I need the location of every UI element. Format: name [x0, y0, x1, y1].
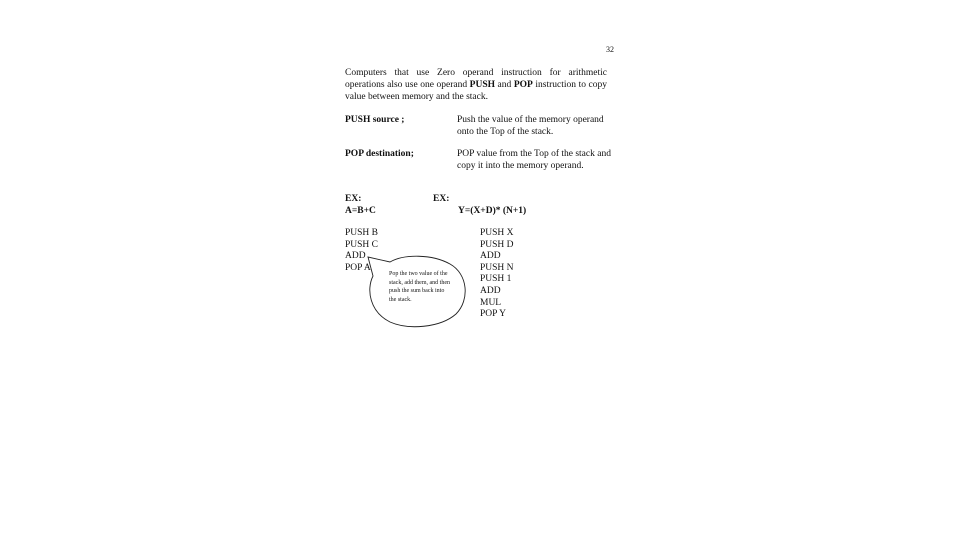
- code-line: PUSH N: [480, 262, 514, 273]
- code-line: PUSH X: [480, 228, 514, 238]
- code-line: ADD: [480, 251, 501, 262]
- code-line: PUSH D: [480, 239, 514, 250]
- code-line: ADD: [345, 251, 366, 262]
- page-number: 32: [606, 45, 614, 54]
- intro-push-keyword: PUSH: [469, 80, 495, 90]
- code-line: POP Y: [480, 309, 506, 320]
- intro-text-2: instruction to copy value between memory and the stack.: [345, 80, 608, 102]
- code-line: PUSH C: [345, 239, 378, 250]
- example-right-code: [480, 228, 514, 321]
- code-line: PUSH B: [345, 228, 378, 238]
- callout-text: Pop the two value of the stack, add them, and then push the sum back into the stack.: [389, 271, 450, 303]
- pop-definition-term: POP destination;: [345, 149, 414, 159]
- example-right-label: EX:: [433, 194, 450, 204]
- code-line: ADD: [480, 285, 501, 296]
- pop-definition-description: POP value from the Top of the stack and copy it into the memory operand.: [457, 149, 611, 171]
- intro-pop-keyword: POP: [513, 80, 533, 90]
- intro-paragraph: [345, 67, 607, 103]
- push-definition-description: Push the value of the memory operand onto the Top of the stack.: [457, 115, 604, 137]
- intro-text-1: Computers that use Zero operand instruction for arithmetic operations also use one operand: [345, 68, 607, 90]
- code-line: MUL: [480, 297, 502, 308]
- push-definition-term: PUSH source ;: [345, 115, 405, 125]
- example-left-label: EX:: [345, 194, 362, 204]
- code-line: POP A: [345, 262, 371, 273]
- intro-and: and: [495, 80, 514, 90]
- code-line: PUSH 1: [480, 274, 512, 285]
- example-right-expression: Y=(X+D)* (N+1): [458, 206, 527, 216]
- example-left-expression: A=B+C: [345, 206, 376, 216]
